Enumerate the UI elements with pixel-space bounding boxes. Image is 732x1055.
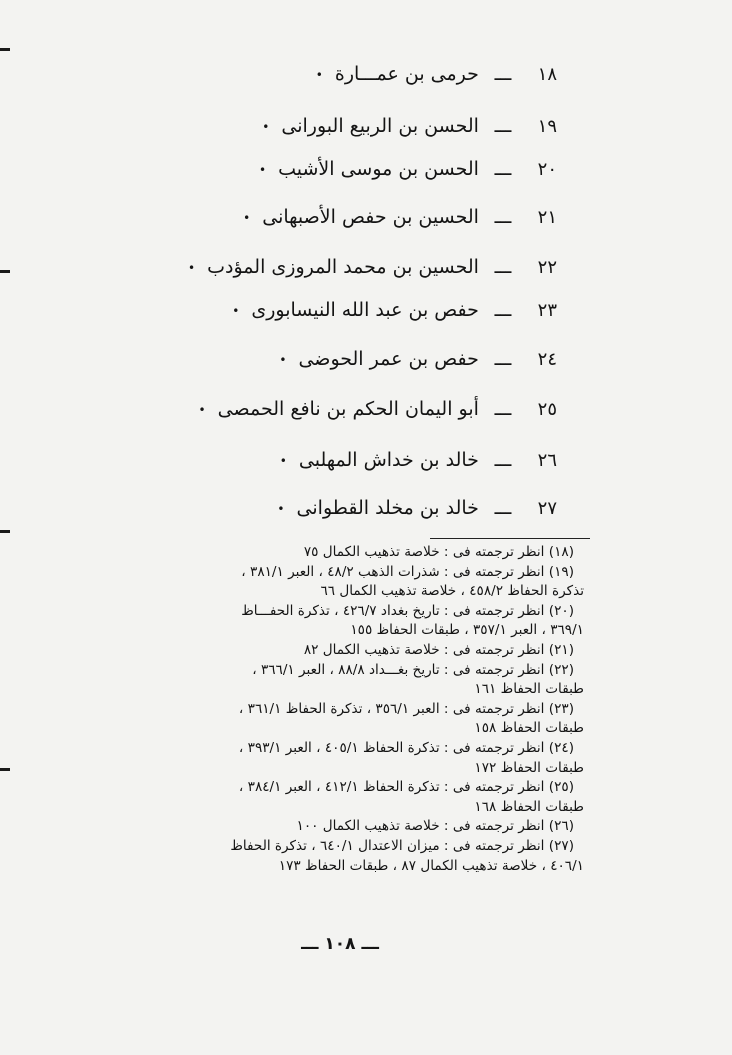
entry-name: الحسين بن محمد المروزى المؤدب bbox=[207, 256, 479, 278]
footnote-line: (١٩) انظر ترجمته فى : شذرات الذهب ٤٨/٢ ، العبر ٣٨١/١ ، bbox=[241, 563, 574, 580]
edge-mark bbox=[0, 530, 10, 533]
list-item bbox=[232, 294, 557, 326]
entry-name: حفص بن عمر الحوضى bbox=[298, 348, 479, 370]
list-item bbox=[280, 444, 557, 476]
entry-name: الحسن بن موسى الأشيب bbox=[278, 158, 479, 180]
entry-dash: ـــ bbox=[494, 206, 512, 228]
entry-name: أبو اليمان الحكم بن نافع الحمصى bbox=[217, 398, 479, 420]
entry-dash: ـــ bbox=[494, 115, 512, 137]
bullet-icon: • bbox=[232, 303, 240, 318]
bullet-icon: • bbox=[262, 119, 270, 134]
list-item bbox=[243, 201, 557, 233]
entry-dash: ـــ bbox=[494, 256, 512, 278]
footnote-line: (٢٢) انظر ترجمته فى : تاريخ بغـــداد ٨٨/٨ ، العبر ٣٦٦/١ ، bbox=[252, 661, 574, 678]
bullet-icon: • bbox=[315, 67, 323, 82]
footnote-line: (٢١) انظر ترجمته فى : خلاصة تذهيب الكمال ٨٢ bbox=[303, 641, 574, 658]
entry-name: حفص بن عبد الله النيسابورى bbox=[251, 299, 479, 321]
bullet-icon: • bbox=[243, 210, 251, 225]
entry-dash: ـــ bbox=[494, 449, 512, 471]
list-item bbox=[316, 58, 557, 90]
list-item bbox=[259, 153, 557, 185]
entry-name: الحسن بن الربيع البورانى bbox=[281, 115, 479, 137]
entry-number: ٢٣ bbox=[537, 300, 557, 321]
entry-dash: ـــ bbox=[494, 398, 512, 420]
bullet-icon: • bbox=[198, 402, 206, 417]
entry-number: ٢٤ bbox=[537, 349, 557, 370]
edge-mark bbox=[0, 48, 10, 51]
list-item bbox=[277, 492, 557, 524]
footnotes bbox=[74, 543, 584, 876]
footnote-line: طبقات الحفاظ ١٦١ bbox=[474, 681, 584, 698]
list-item bbox=[279, 343, 557, 375]
list-item bbox=[188, 251, 557, 283]
entry-number: ١٨ bbox=[537, 64, 557, 85]
entry-dash: ـــ bbox=[494, 63, 512, 85]
footnote-separator bbox=[430, 538, 590, 539]
bullet-icon: • bbox=[279, 453, 287, 468]
footnote-line: (٢٥) انظر ترجمته فى : تذكرة الحفاظ ٤١٢/١ ، العبر ٣٨٤/١ ، bbox=[238, 779, 574, 796]
footnote-line: (٢٣) انظر ترجمته فى : العبر ٣٥٦/١ ، تذكرة الحفاظ ٣٦١/١ ، bbox=[238, 700, 574, 717]
entry-dash: ـــ bbox=[494, 348, 512, 370]
entry-number: ٢٥ bbox=[537, 399, 557, 420]
entry-dash: ـــ bbox=[494, 497, 512, 519]
bullet-icon: • bbox=[279, 352, 287, 367]
entry-number: ٢٢ bbox=[537, 257, 557, 278]
entry-name: حرمى بن عمـــارة bbox=[334, 63, 479, 85]
edge-mark bbox=[0, 768, 10, 771]
bullet-icon: • bbox=[277, 501, 285, 516]
entry-number: ٢٧ bbox=[537, 498, 557, 519]
entry-name: الحسين بن حفص الأصبهانى bbox=[262, 206, 479, 228]
footnote-line: تذكرة الحفاظ ٤٥٨/٢ ، خلاصة تذهيب الكمال ٦٦ bbox=[320, 583, 584, 600]
footnote-line: (٢٠) انظر ترجمته فى : تاريخ بغداد ٤٢٦/٧ ، تذكرة الحفـــاظ bbox=[241, 602, 574, 619]
footnote-line: طبقات الحفاظ ١٧٢ bbox=[474, 759, 584, 776]
footnote-line: (٢٦) انظر ترجمته فى : خلاصة تذهيب الكمال ١٠٠ bbox=[296, 818, 574, 835]
entry-number: ٢٦ bbox=[537, 450, 557, 471]
bullet-icon: • bbox=[188, 260, 196, 275]
entry-dash: ـــ bbox=[494, 299, 512, 321]
page-number: ـــ ١٠٨ ـــ bbox=[301, 934, 379, 954]
list-item bbox=[262, 110, 557, 142]
footnote-line: (١٨) انظر ترجمته فى : خلاصة تذهيب الكمال ٧٥ bbox=[303, 544, 574, 560]
entry-name: خالد بن خداش المهلبى bbox=[298, 449, 479, 471]
list-item bbox=[199, 393, 557, 425]
bullet-icon: • bbox=[258, 162, 267, 177]
edge-mark bbox=[0, 270, 10, 273]
footnote-line: طبقات الحفاظ ١٦٨ bbox=[474, 798, 584, 815]
footnote-line: ٤٠٦/١ ، خلاصة تذهيب الكمال ٨٧ ، طبقات الحفاظ ١٧٣ bbox=[278, 857, 584, 874]
entry-number: ١٩ bbox=[537, 116, 557, 137]
footnote-line: ٣٦٩/١ ، العبر ٣٥٧/١ ، طبقات الحفاظ ١٥٥ bbox=[350, 622, 584, 639]
entry-number: ٢٠ bbox=[537, 159, 557, 180]
footnote-line: (٢٧) انظر ترجمته فى : ميزان الاعتدال ٦٤٠/١ ، تذكرة الحفاظ bbox=[230, 837, 574, 854]
footnote-line: (٢٤) انظر ترجمته فى : تذكرة الحفاظ ٤٠٥/١ ، العبر ٣٩٣/١ ، bbox=[238, 739, 574, 756]
entry-dash: ـــ bbox=[494, 158, 512, 180]
entry-name: خالد بن مخلد القطوانى bbox=[296, 497, 479, 519]
footnote-line: طبقات الحفاظ ١٥٨ bbox=[474, 720, 584, 737]
entry-number: ٢١ bbox=[537, 207, 557, 228]
